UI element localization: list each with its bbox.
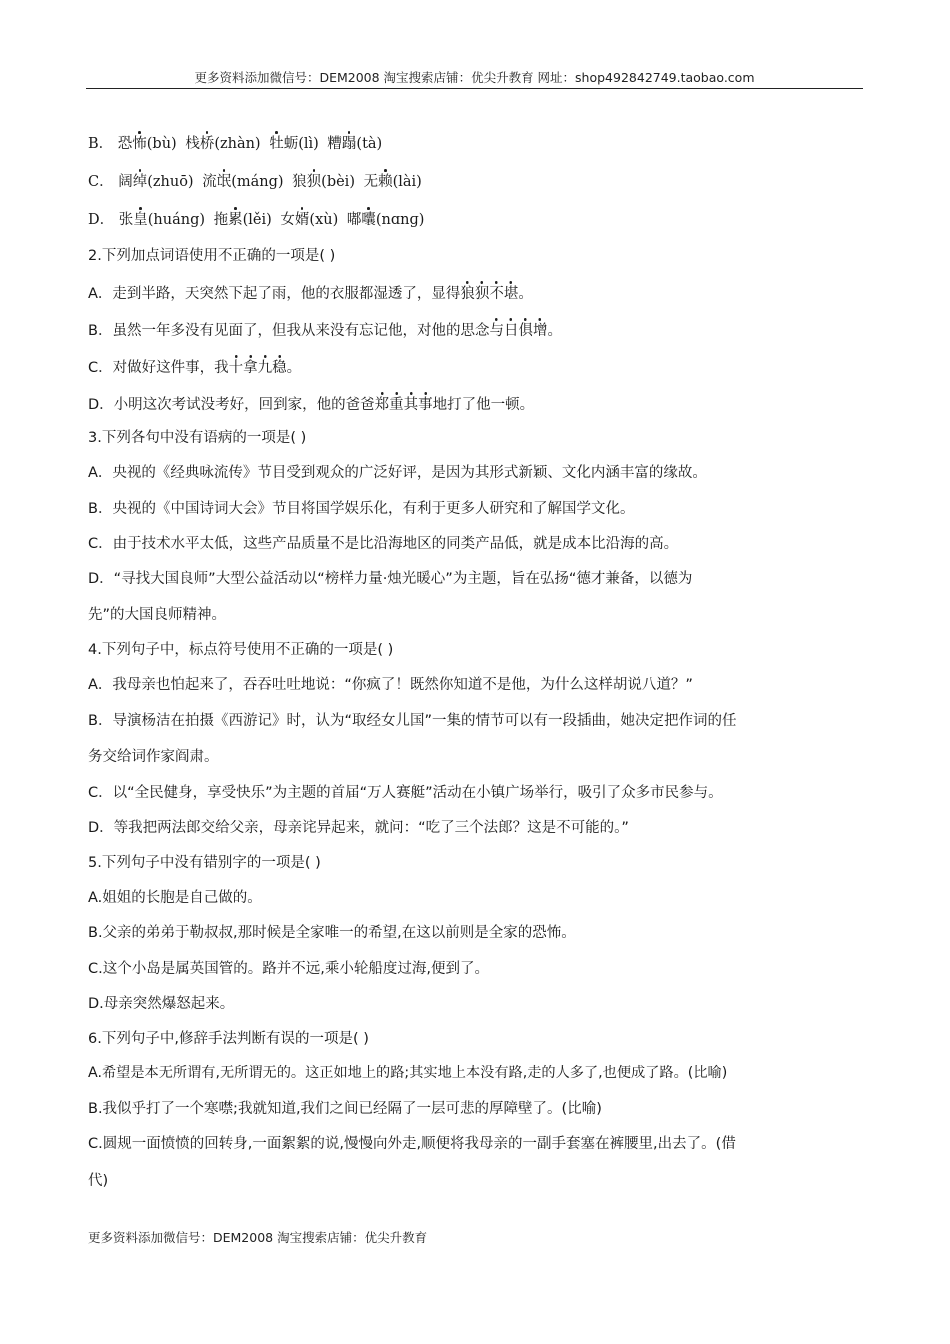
- q4-option-a: A．我母亲也怕起来了，吞吞吐吐地说：“你疯了！既然你知道不是他，为什么这样胡说八道？”: [88, 677, 693, 693]
- emphasis-word: 郑重其事: [374, 397, 433, 413]
- page-footer: 更多资料添加微信号：DEM2008 淘宝搜索店铺：优尖升教育: [88, 1230, 428, 1245]
- emphasis-word: 狼狈不堪: [460, 286, 519, 302]
- q4-stem: 4.下列句子中，标点符号使用不正确的一项是( ): [88, 642, 394, 658]
- q5-option-d: D.母亲突然爆怒起来。: [88, 996, 235, 1012]
- q3-option-b: B．央视的《中国诗词大会》节目将国学娱乐化，有利于更多人研究和了解国学文化。: [88, 501, 635, 517]
- q4-option-b-line2: 务交给词作家阎肃。: [88, 749, 219, 765]
- page-header: 更多资料添加微信号：DEM2008 淘宝搜索店铺：优尖升教育 网址：shop492842749.taobao.com: [86, 68, 863, 89]
- q6-option-a: A.希望是本无所谓有,无所谓无的。这正如地上的路;其实地上本没有路,走的人多了,也便成了路。(比喻): [88, 1065, 728, 1081]
- q5-option-c: C.这个小岛是属英国管的。路并不远,乘小轮船度过海,便到了。: [88, 961, 489, 977]
- q6-option-b: B.我似乎打了一个寒噤;我就知道,我们之间已经隔了一层可悲的厚障壁了。(比喻): [88, 1101, 602, 1117]
- q6-stem: 6.下列句子中,修辞手法判断有误的一项是( ): [88, 1031, 369, 1047]
- q3-option-d-line1: D．“寻找大国良师”大型公益活动以“榜样力量·烛光暖心”为主题，旨在弘扬“德才兼备，以德为: [88, 571, 693, 587]
- q1-option-d: D． 张皇(huáng) 拖累(lěi) 女婿(xù) 嘟囔(nɑnɡ): [88, 212, 425, 228]
- q6-option-c-line1: C.圆规一面愤愤的回转身,一面絮絮的说,慢慢向外走,顺便将我母亲的一副手套塞在裤腰里,出去了。(借: [88, 1136, 736, 1152]
- q4-option-d: D．等我把两法郎交给父亲，母亲诧异起来，就问：“吃了三个法郎？这是不可能的。”: [88, 820, 629, 836]
- q2-option-d: D．小明这次考试没考好，回到家，他的爸爸郑重其事地打了他一顿。: [88, 397, 535, 413]
- q3-stem: 3.下列各句中没有语病的一项是( ): [88, 430, 307, 446]
- q2-stem: 2.下列加点词语使用不正确的一项是( ): [88, 248, 336, 264]
- emphasis-word: 与日俱增: [489, 323, 548, 339]
- q6-option-c-line2: 代): [88, 1173, 109, 1189]
- q5-option-a: A.姐姐的长胞是自己做的。: [88, 890, 262, 906]
- q3-option-c: C．由于技术水平太低，这些产品质量不是比沿海地区的同类产品低，就是成本比沿海的高。: [88, 536, 679, 552]
- q3-option-d-line2: 先”的大国良师精神。: [88, 607, 227, 623]
- q2-option-a: A．走到半路，天突然下起了雨，他的衣服都湿透了，显得狼狈不堪。: [88, 286, 533, 302]
- q1-option-c: C． 阔绰(zhuō) 流氓(máng) 狼狈(bèi) 无赖(lài): [88, 174, 422, 190]
- q1-option-b: B． 恐怖(bù) 栈桥(zhàn) 牡蛎(lì) 糟蹋(tà): [88, 136, 383, 152]
- q4-option-c: C．以“全民健身，享受快乐”为主题的首届“万人赛艇”活动在小镇广场举行，吸引了众多市民参与。: [88, 785, 723, 801]
- q2-option-b: B．虽然一年多没有见面了，但我从来没有忘记他，对他的思念与日俱增。: [88, 323, 562, 339]
- q5-option-b: B.父亲的弟弟于勒叔叔,那时候是全家唯一的希望,在这以前则是全家的恐怖。: [88, 925, 576, 941]
- emphasis-word: 十拿九稳: [228, 360, 287, 376]
- q5-stem: 5.下列句子中没有错别字的一项是( ): [88, 855, 321, 871]
- q4-option-b-line1: B．导演杨洁在拍摄《西游记》时，认为“取经女儿国”一集的情节可以有一段插曲，她决定把作词的任: [88, 713, 737, 729]
- q3-option-a: A．央视的《经典咏流传》节目受到观众的广泛好评，是因为其形式新颖、文化内涵丰富的缘故。: [88, 465, 707, 481]
- q2-option-c: C．对做好这件事，我十拿九稳。: [88, 360, 302, 376]
